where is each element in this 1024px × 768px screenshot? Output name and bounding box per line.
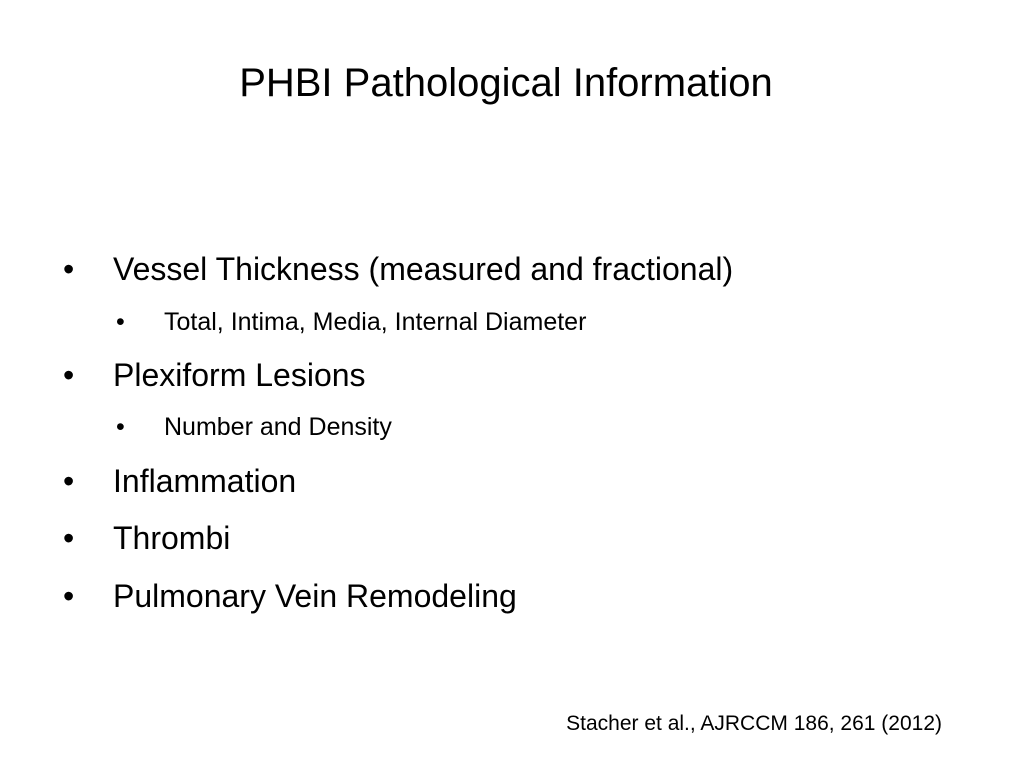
bullet-text: Pulmonary Vein Remodeling [113, 578, 517, 614]
citation: Stacher et al., AJRCCM 186, 261 (2012) [566, 712, 942, 735]
bullet-glyph: • [116, 413, 125, 441]
bullet-text: Total, Intima, Media, Internal Diameter [164, 308, 587, 336]
sub-bullet-item [116, 411, 392, 443]
bullet-text: Plexiform Lesions [113, 357, 366, 393]
bullet-text: Inflammation [113, 463, 297, 499]
bullet-item [63, 576, 517, 616]
slide-title: PHBI Pathological Information [239, 61, 773, 105]
bullet-text: Number and Density [164, 413, 392, 441]
bullet-glyph: • [63, 357, 75, 393]
bullet-text: Thrombi [113, 520, 231, 556]
bullet-glyph: • [63, 578, 75, 614]
bullet-item [63, 461, 297, 501]
bullet-glyph: • [63, 463, 75, 499]
sub-bullet-item [116, 306, 587, 338]
bullet-glyph: • [63, 520, 75, 556]
bullet-item [63, 355, 366, 395]
bullet-glyph: • [116, 308, 125, 336]
bullet-glyph: • [63, 251, 75, 287]
bullet-text: Vessel Thickness (measured and fractional) [113, 251, 734, 287]
bullet-item [63, 249, 734, 289]
bullet-item [63, 518, 231, 558]
